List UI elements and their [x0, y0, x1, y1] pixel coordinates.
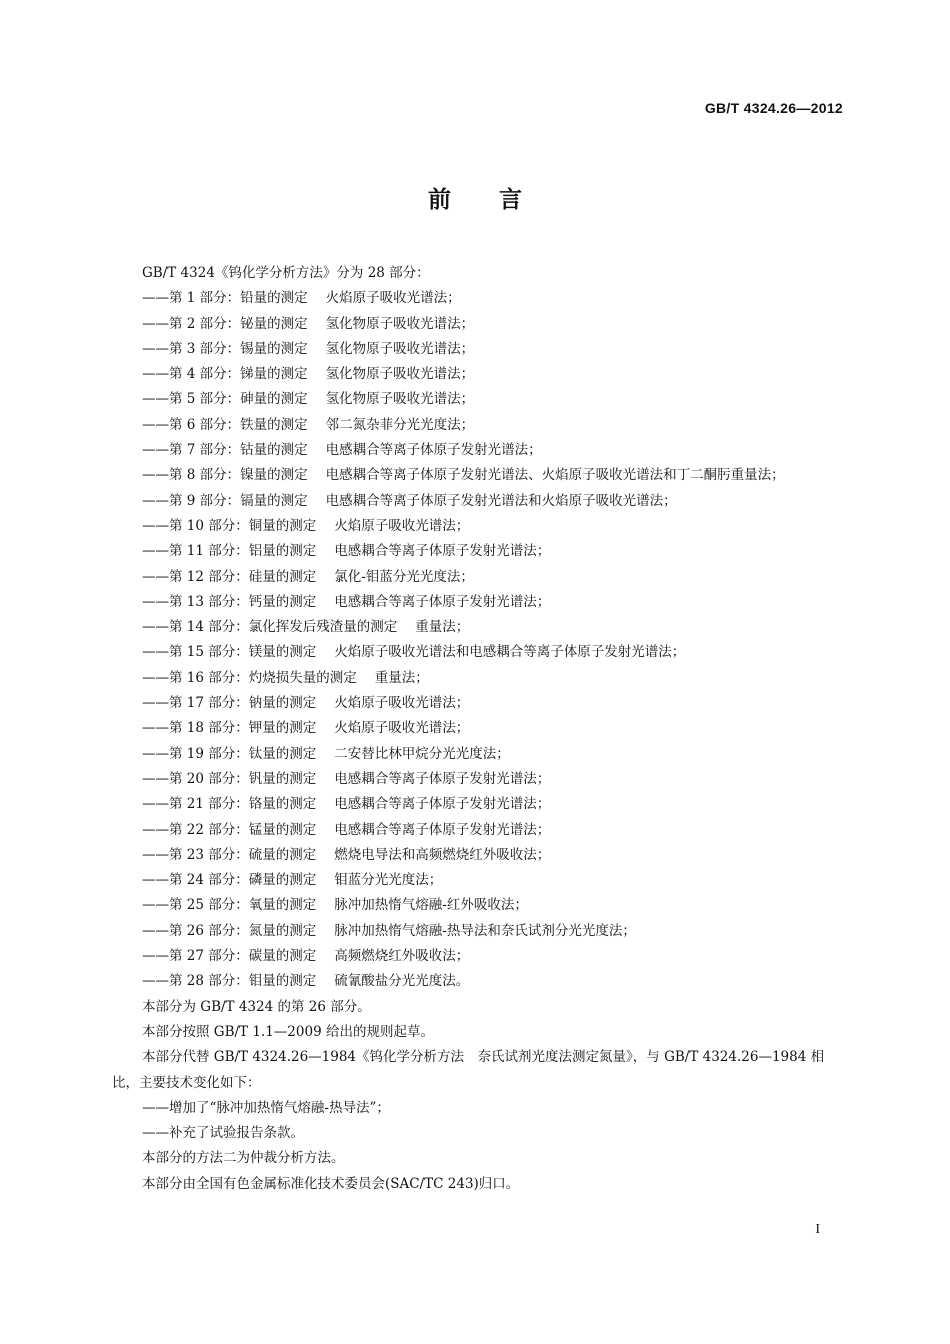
part-item: [112, 640, 845, 665]
part-label: ——第 28 部分：钼量的测定: [142, 973, 317, 990]
part-method: 电感耦合等离子体原子发射光谱法；: [334, 593, 551, 610]
part-method: 火焰原子吸收光谱法；: [334, 720, 470, 737]
part-method: 邻二氮杂菲分光光度法；: [325, 416, 475, 433]
part-method: 氯化-钼蓝分光光度法；: [334, 568, 474, 585]
intro-line: GB/T 4324《钨化学分析方法》分为 28 部分：: [142, 265, 430, 281]
part-label: ——第 22 部分：锰量的测定: [142, 821, 317, 838]
part-label: ——第 26 部分：氮量的测定: [142, 922, 317, 939]
part-label: ——第 11 部分：铝量的测定: [142, 543, 317, 560]
part-item: [112, 438, 845, 463]
part-item: [112, 969, 845, 994]
part-method: 氢化物原子吸收光谱法；: [325, 340, 475, 357]
part-method: 电感耦合等离子体原子发射光谱法；: [334, 770, 551, 787]
part-label: ——第 17 部分：钠量的测定: [142, 695, 317, 712]
part-item: [112, 539, 845, 564]
part-method: 二安替比林甲烷分光光度法；: [334, 745, 510, 762]
part-label: ——第 2 部分：铋量的测定: [142, 315, 308, 332]
part-method: 脉冲加热惰气熔融-红外吸收法；: [334, 897, 528, 914]
part-item: [112, 666, 845, 691]
part-item: [112, 893, 845, 918]
change-item-1: ——增加了“脉冲加热惰气熔融-热导法”；: [142, 1099, 390, 1116]
part-label: ——第 14 部分：氯化挥发后残渣量的测定: [142, 619, 398, 636]
page-number: I: [815, 1222, 820, 1237]
part-item: [112, 590, 845, 615]
part-label: ——第 19 部分：钛量的测定: [142, 745, 317, 762]
part-label: ——第 6 部分：铁量的测定: [142, 416, 308, 433]
part-label: ——第 4 部分：锑量的测定: [142, 366, 308, 383]
part-method: 钼蓝分光光度法；: [334, 872, 443, 889]
part-method: 电感耦合等离子体原子发射光谱法；: [334, 543, 551, 560]
statement-arbitration: 本部分的方法二为仲裁分析方法。: [142, 1150, 345, 1167]
part-method: 电感耦合等离子体原子发射光谱法；: [325, 442, 542, 459]
part-method: 重量法；: [415, 619, 470, 636]
part-method: 火焰原子吸收光谱法；: [334, 517, 470, 534]
change-item-2: ——补充了试验报告条款。: [142, 1125, 304, 1142]
page-title: 前言: [428, 187, 570, 213]
part-method: 氢化物原子吸收光谱法；: [325, 366, 475, 383]
part-item: [112, 489, 845, 514]
part-item: [112, 312, 845, 337]
part-item: [112, 286, 845, 311]
part-item: [112, 413, 845, 438]
part-label: ——第 12 部分：硅量的测定: [142, 568, 317, 585]
statement-jurisdiction: 本部分由全国有色金属标准化技术委员会(SAC/TC 243)归口。: [142, 1175, 520, 1192]
part-item: [112, 944, 845, 969]
part-label: ——第 10 部分：铜量的测定: [142, 517, 317, 534]
part-label: ——第 7 部分：钴量的测定: [142, 442, 308, 459]
part-method: 火焰原子吸收光谱法和电感耦合等离子体原子发射光谱法；: [334, 644, 686, 661]
part-item: [112, 818, 845, 843]
part-item: [112, 919, 845, 944]
part-method: 电感耦合等离子体原子发射光谱法；: [334, 796, 551, 813]
part-label: ——第 1 部分：铅量的测定: [142, 290, 308, 307]
part-label: ——第 25 部分：氧量的测定: [142, 897, 317, 914]
part-item: [112, 615, 845, 640]
part-label: ——第 24 部分：磷量的测定: [142, 872, 317, 889]
part-item: [112, 742, 845, 767]
part-method: 电感耦合等离子体原子发射光谱法和火焰原子吸收光谱法；: [325, 492, 677, 509]
part-label: ——第 9 部分：镉量的测定: [142, 492, 308, 509]
part-item: [112, 463, 845, 488]
part-method: 重量法；: [374, 669, 429, 686]
part-label: ——第 3 部分：锡量的测定: [142, 340, 308, 357]
part-label: ——第 13 部分：钙量的测定: [142, 593, 317, 610]
part-label: ——第 5 部分：砷量的测定: [142, 391, 308, 408]
part-method: 氢化物原子吸收光谱法；: [325, 391, 475, 408]
foreword-body: [112, 261, 845, 1197]
part-item: [112, 716, 845, 741]
part-method: 硫氰酸盐分光光度法。: [334, 973, 470, 990]
part-item: [112, 337, 845, 362]
parts-list: [112, 286, 845, 994]
statement-drafting: 本部分按照 GB/T 1.1—2009 给出的规则起草。: [142, 1023, 434, 1040]
part-method: 高频燃烧红外吸收法；: [334, 948, 470, 965]
part-item: [112, 767, 845, 792]
part-method: 电感耦合等离子体原子发射光谱法、火焰原子吸收光谱法和丁二酮肟重量法；: [325, 467, 785, 484]
part-label: ——第 20 部分：钒量的测定: [142, 770, 317, 787]
part-label: ——第 23 部分：硫量的测定: [142, 846, 317, 863]
part-label: ——第 21 部分：铬量的测定: [142, 796, 317, 813]
part-label: ——第 16 部分：灼烧损失量的测定: [142, 669, 357, 686]
part-label: ——第 27 部分：碳量的测定: [142, 948, 317, 965]
part-method: 火焰原子吸收光谱法；: [334, 695, 470, 712]
standard-code: GB/T 4324.26—2012: [704, 100, 843, 116]
part-method: 火焰原子吸收光谱法；: [325, 290, 461, 307]
statement-part-of: 本部分为 GB/T 4324 的第 26 部分。: [142, 998, 371, 1015]
part-item: [112, 514, 845, 539]
part-method: 氢化物原子吸收光谱法；: [325, 315, 475, 332]
part-item: [112, 691, 845, 716]
part-label: ——第 15 部分：镁量的测定: [142, 644, 317, 661]
part-method: 燃烧电导法和高频燃烧红外吸收法；: [334, 846, 551, 863]
part-item: [112, 362, 845, 387]
part-label: ——第 18 部分：钾量的测定: [142, 720, 317, 737]
part-label: ——第 8 部分：镍量的测定: [142, 467, 308, 484]
part-item: [112, 868, 845, 893]
part-item: [112, 843, 845, 868]
part-item: [112, 387, 845, 412]
part-item: [112, 565, 845, 590]
statement-replaces: 本部分代替 GB/T 4324.26—1984《钨化学分析方法 奈氏试剂光度法测定氮量》，与 GB/T 4324.26—1984 相比，主要技术变化如下：: [112, 1049, 825, 1091]
part-item: [112, 792, 845, 817]
part-method: 脉冲加热惰气熔融-热导法和奈氏试剂分光光度法；: [334, 922, 636, 939]
part-method: 电感耦合等离子体原子发射光谱法；: [334, 821, 551, 838]
